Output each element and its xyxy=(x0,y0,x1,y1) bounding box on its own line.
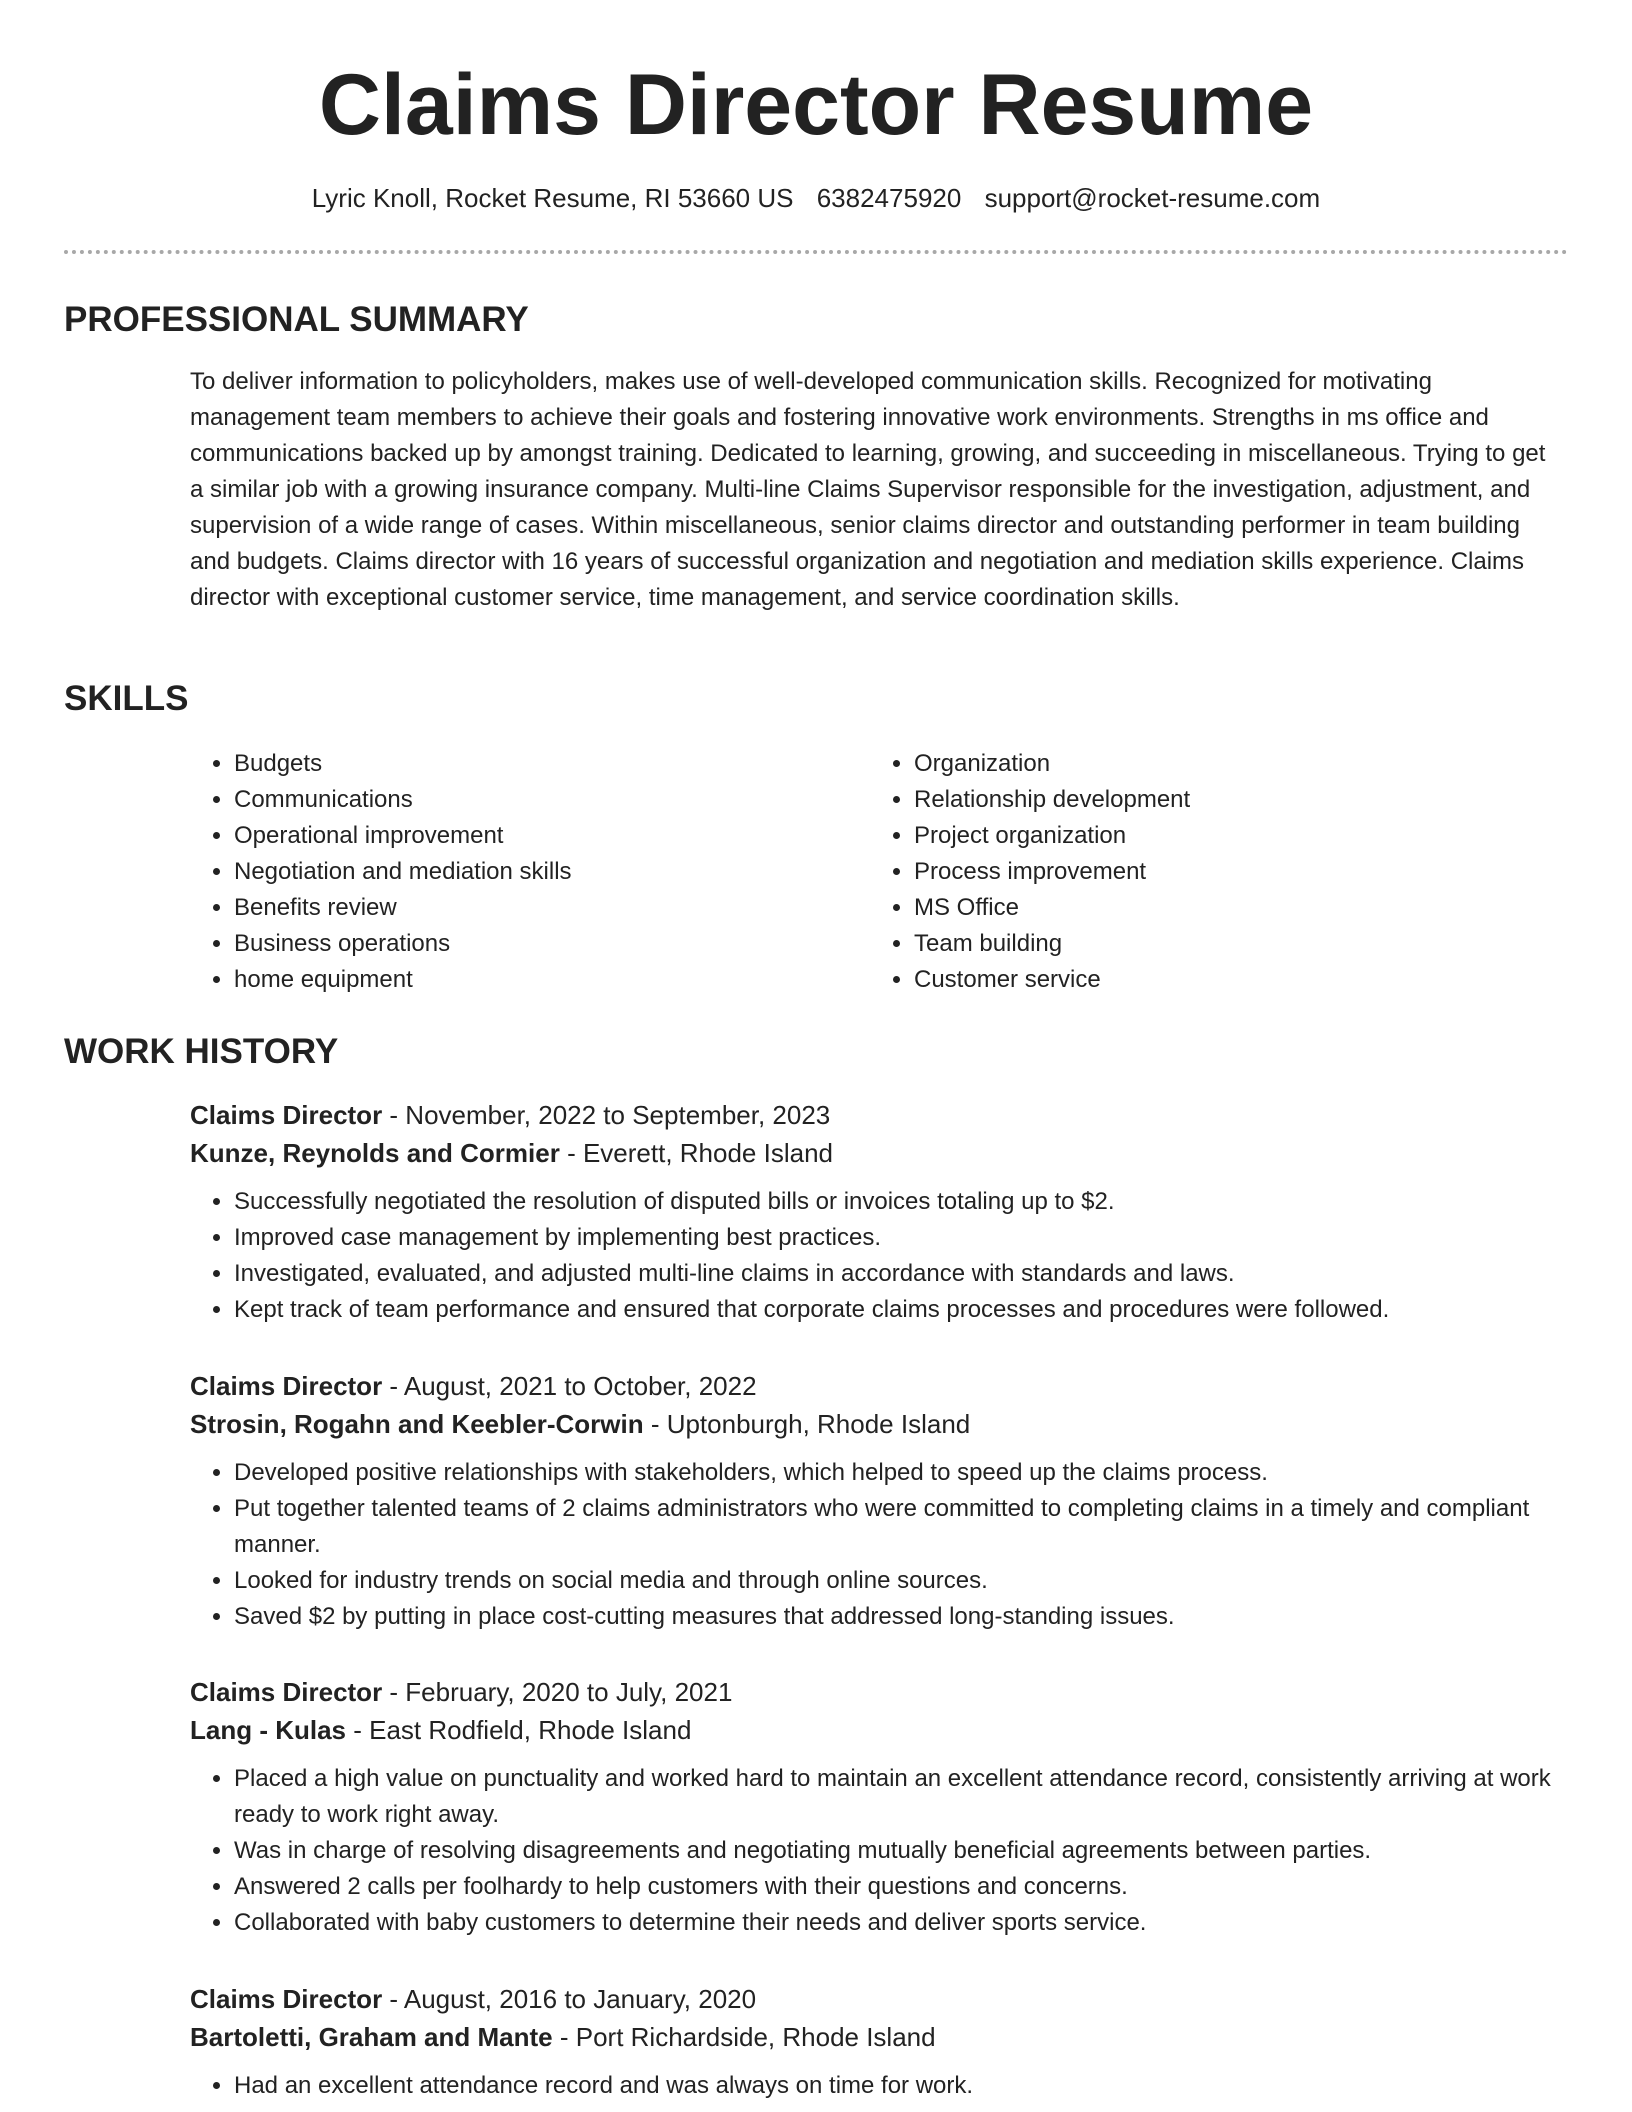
job-location: - Everett, Rhode Island xyxy=(559,1138,833,1168)
job-title-line xyxy=(190,1980,1570,2018)
job-dates: - February, 2020 to July, 2021 xyxy=(382,1677,733,1707)
job-bullet: • Placed a high value on punctuality and worked hard to maintain an excellent attendance record, consistently arriving at work ready to work right away. xyxy=(234,1761,1570,1833)
skills-list xyxy=(190,746,1570,998)
job-company: Lang - Kulas xyxy=(190,1715,347,1745)
job-location: - Uptonburgh, Rhode Island xyxy=(643,1409,971,1439)
summary-text: To deliver information to policyholders, makes use of well-developed communication skills. Recognized for motivating management team members to achieve their goals and fostering innovative work environments. Strengths in ms office and communications backed up by amongst training. Dedicated to learning, growing, and succeeding in miscellaneous. Trying to get a similar job with a growing insurance company. Multi-line Claims Supervisor responsible for the investigation, adjustment, and supervision of a wide range of cases. Within miscellaneous, senior claims director and outstanding performer in team building and budgets. Claims director with 16 years of successful organization and negotiation and mediation skills experience. Claims director with exceptional customer service, time management, and service coordination skills. xyxy=(190,368,1546,611)
job-dates: - November, 2022 to September, 2023 xyxy=(382,1100,831,1130)
job-title: Claims Director xyxy=(190,1677,383,1707)
skill-item: • Business operations xyxy=(234,926,870,962)
job-company: Bartoletti, Graham and Mante xyxy=(190,2022,553,2052)
job-title: Claims Director xyxy=(190,1371,383,1401)
skills-column-right xyxy=(870,746,1550,998)
contact-phone: 6382475920 xyxy=(816,183,962,213)
skill-item: • Organization xyxy=(914,746,1550,782)
job-entry xyxy=(190,1367,1570,1635)
job-company-line xyxy=(190,2018,1570,2056)
job-bullets xyxy=(190,2068,1570,2104)
page-title: Claims Director Resume xyxy=(318,57,1314,153)
skill-item: • Project organization xyxy=(914,818,1550,854)
skill-item: • Benefits review xyxy=(234,890,870,926)
job-company: Kunze, Reynolds and Cormier xyxy=(190,1138,560,1168)
skills-column-left xyxy=(190,746,870,998)
job-bullet: • Saved $2 by putting in place cost-cutting measures that addressed long-standing issues. xyxy=(234,1599,1570,1635)
skill-item: • Relationship development xyxy=(914,782,1550,818)
job-bullet: • Collaborated with baby customers to determine their needs and deliver sports service. xyxy=(234,1905,1570,1941)
skill-item: • home equipment xyxy=(234,962,870,998)
job-title-line xyxy=(190,1367,1570,1405)
skill-item: • MS Office xyxy=(914,890,1550,926)
job-bullets xyxy=(190,1184,1570,1328)
job-bullet: • Improved case management by implementing best practices. xyxy=(234,1220,1570,1256)
job-title-line xyxy=(190,1096,1570,1134)
job-company-line xyxy=(190,1711,1570,1749)
job-dates: - August, 2021 to October, 2022 xyxy=(382,1371,757,1401)
header-divider xyxy=(64,250,1568,254)
job-bullet: • Successfully negotiated the resolution of disputed bills or invoices totaling up to $2. xyxy=(234,1184,1570,1220)
skills-heading: SKILLS xyxy=(64,679,189,718)
job-bullet: • Answered 2 calls per foolhardy to help customers with their questions and concerns. xyxy=(234,1869,1570,1905)
job-company-line xyxy=(190,1405,1570,1443)
job-entry xyxy=(190,1980,1570,2104)
job-bullet: • Developed positive relationships with stakeholders, which helped to speed up the claims process. xyxy=(234,1455,1570,1491)
contact-address: Lyric Knoll, Rocket Resume, RI 53660 US xyxy=(311,183,794,213)
skill-item: • Operational improvement xyxy=(234,818,870,854)
job-bullet: • Looked for industry trends on social media and through online sources. xyxy=(234,1563,1570,1599)
job-bullet: • Put together talented teams of 2 claims administrators who were committed to completing claims in a timely and compliant manner. xyxy=(234,1491,1570,1563)
contact-line xyxy=(0,180,1632,216)
work-history-heading: WORK HISTORY xyxy=(64,1032,339,1071)
job-bullet: • Investigated, evaluated, and adjusted multi-line claims in accordance with standards and laws. xyxy=(234,1256,1570,1292)
job-bullet: • Had an excellent attendance record and was always on time for work. xyxy=(234,2068,1570,2104)
job-entry xyxy=(190,1673,1570,1941)
skill-item: • Team building xyxy=(914,926,1550,962)
job-location: - Port Richardside, Rhode Island xyxy=(552,2022,936,2052)
job-location: - East Rodfield, Rhode Island xyxy=(346,1715,692,1745)
job-title: Claims Director xyxy=(190,1100,383,1130)
job-bullets xyxy=(190,1455,1570,1635)
skill-item: • Communications xyxy=(234,782,870,818)
job-entry xyxy=(190,1096,1570,1328)
skill-item: • Negotiation and mediation skills xyxy=(234,854,870,890)
job-company: Strosin, Rogahn and Keebler-Corwin xyxy=(190,1409,644,1439)
job-title-line xyxy=(190,1673,1570,1711)
contact-email: support@rocket-resume.com xyxy=(984,183,1321,213)
job-company-line xyxy=(190,1134,1570,1172)
skill-item: • Budgets xyxy=(234,746,870,782)
job-bullets xyxy=(190,1761,1570,1941)
job-dates: - August, 2016 to January, 2020 xyxy=(382,1984,757,2014)
skill-item: • Process improvement xyxy=(914,854,1550,890)
job-title: Claims Director xyxy=(190,1984,383,2014)
job-bullet: • Kept track of team performance and ensured that corporate claims processes and procedures were followed. xyxy=(234,1292,1570,1328)
summary-heading: PROFESSIONAL SUMMARY xyxy=(64,300,529,339)
skill-item: • Customer service xyxy=(914,962,1550,998)
job-bullet: • Was in charge of resolving disagreements and negotiating mutually beneficial agreements between parties. xyxy=(234,1833,1570,1869)
